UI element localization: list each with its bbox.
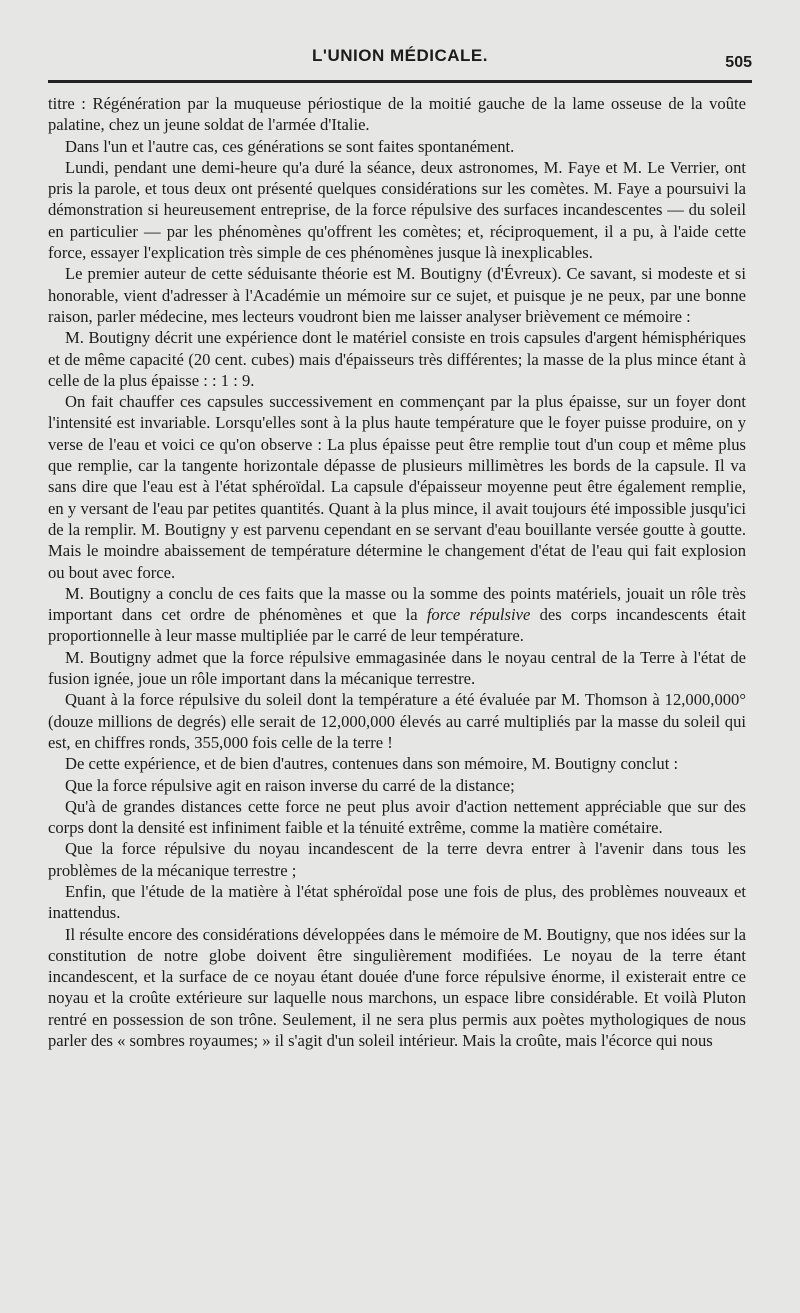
paragraph: Que la force répulsive agit en raison inverse du carré de la distance; bbox=[65, 775, 515, 795]
paragraph: M. Boutigny admet que la force répulsive emmagasinée dans le noyau central de la Terre à l'état de fusion ignée, joue un rôle important dans la mécanique terrestre. bbox=[48, 647, 746, 689]
paragraph: Enfin, que l'étude de la matière à l'état sphéroïdal pose une fois de plus, des problèmes nouveaux et inattendus. bbox=[48, 881, 746, 923]
paragraph: De cette expérience, et de bien d'autres, contenues dans son mémoire, M. Boutigny conclut : bbox=[65, 754, 679, 774]
paragraph: Qu'à de grandes distances cette force ne peut plus avoir d'action nettement appréciable que sur des corps dont la densité est infiniment faible et la ténuité extrême, comme la matière cométaire. bbox=[48, 796, 746, 838]
paragraph-text: M. Boutigny a conclu de ces faits que la masse ou la somme des points matériels, jouait un rôle très important dans cet ordre de phénomènes et que la bbox=[48, 583, 746, 625]
page-header bbox=[48, 46, 752, 76]
paragraph: Le premier auteur de cette séduisante théorie est M. Boutigny (d'Évreux). Ce savant, si modeste et si honorable, vient d'adresser à l'Académie un mémoire sur ce sujet, et puisque je ne peux, par une bonne raison, parler médecine, mes lecteurs voudront bien me laisser analyser brièvement ce mémoire : bbox=[48, 264, 746, 326]
paragraph: On fait chauffer ces capsules successivement en commençant par la plus épaisse, sur un foyer dont l'intensité est invariable. Lorsqu'elles sont à la plus haute température que le foyer puisse produire, on y verse de l'eau et voici ce qu'on observe : La plus épaisse peut être remplie tout d'un coup et même plus que remplie, car la tangente horizontale dépasse de plusieurs millimètres les bords de la capsule. Il va sans dire que l'eau est à l'état sphéroïdal. La capsule d'épaisseur moyenne peut être également remplie, en y versant de l'eau par petites quantités. Quant à la plus mince, il avait toujours été impossible jusqu'ici de la remplir. M. Boutigny y est parvenu cependant en se servant d'eau bouillante versée goutte à goutte. Mais le moindre abaissement de température détermine le changement d'état de l'eau qui fait explosion ou bout avec force. bbox=[48, 392, 746, 582]
paragraph-text: des corps incandescents était proportionnelle à leur masse multipliée par le carré de leur température. bbox=[48, 605, 747, 646]
paragraph: M. Boutigny décrit une expérience dont le matériel consiste en trois capsules d'argent hémisphériques et de même capacité (20 cent. cubes) mais d'épaisseurs très différentes; la masse de la plus mince étant à celle de la plus épaisse : : 1 : 9. bbox=[48, 328, 746, 390]
emphasis-text: force répulsive bbox=[426, 605, 531, 625]
article-body bbox=[48, 93, 746, 1051]
paragraph: Il résulte encore des considérations développées dans le mémoire de M. Boutigny, que nos idées sur la constitution de notre globe doivent être singulièrement modifiées. Le noyau de la terre étant incandescent, et la surface de ce noyau étant douée d'une force répulsive énorme, il existerait entre ce noyau et la croûte extérieure sur laquelle nous marchons, un espace libre considérable. Et voilà Pluton rentré en possession de son trône. Seulement, il ne sera plus permis aux poètes mythologiques de nous parler des « sombres royaumes; » il s'agit d'un soleil intérieur. Mais la croûte, mais l'écorce qui nous bbox=[48, 924, 746, 1051]
paragraph: titre : Régénération par la muqueuse périostique de la moitié gauche de la lame osseuse de la voûte palatine, chez un jeune soldat de l'armée d'Italie. bbox=[48, 94, 746, 135]
paragraph bbox=[48, 583, 746, 647]
paragraph: Lundi, pendant une demi-heure qu'a duré la séance, deux astronomes, M. Faye et M. Le Verrier, ont pris la parole, et tous deux ont présenté quelques considérations sur les comètes. M. Faye a poursuivi la démonstration si heureusement entreprise, de la force répulsive des surfaces incandescentes — du soleil en particulier — par les phénomènes qu'offrent les comètes; et, réciproquement, il a pu, à l'aide cette force, essayer l'explication très simple de ces phénomènes jusque là inexplicables. bbox=[48, 157, 746, 263]
paragraph: Dans l'un et l'autre cas, ces générations se sont faites spontanément. bbox=[65, 136, 515, 156]
paragraph: Quant à la force répulsive du soleil dont la température a été évaluée par M. Thomson à 12,000,000° (douze millions de degrés) elle serait de 12,000,000 élevés au carré multipliés par la masse du soleil qui est, en chiffres ronds, 355,000 fois celle de la terre ! bbox=[48, 690, 746, 752]
paragraph: Que la force répulsive du noyau incandescent de la terre devra entrer à l'avenir dans tous les problèmes de la mécanique terrestre ; bbox=[48, 839, 746, 880]
running-title: L'UNION MÉDICALE. bbox=[312, 46, 488, 65]
page-number: 505 bbox=[725, 54, 752, 71]
header-rule bbox=[48, 80, 752, 83]
